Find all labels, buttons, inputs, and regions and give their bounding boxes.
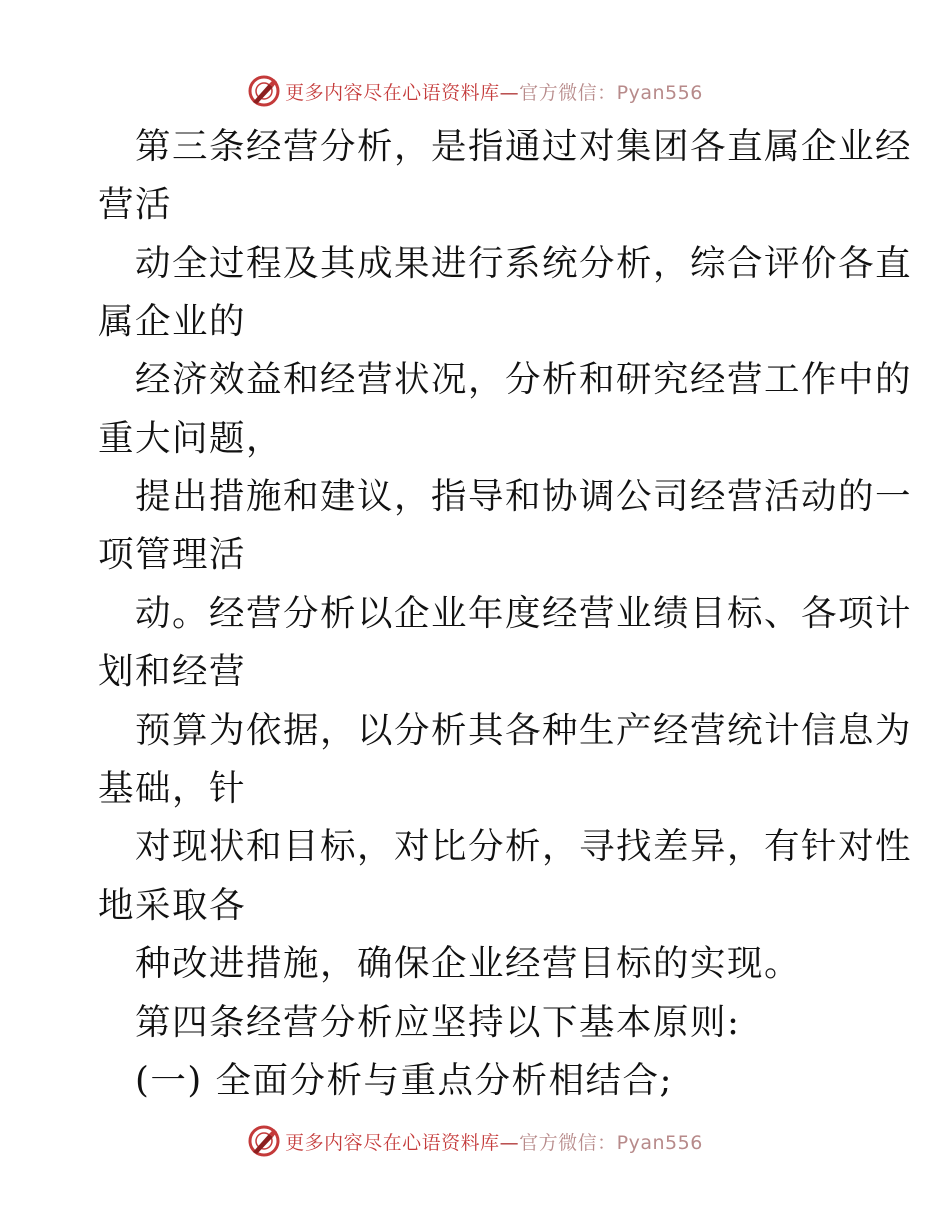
watermark-separator: — [499, 81, 520, 104]
watermark-text [285, 1128, 703, 1155]
pen-logo-icon [247, 1124, 281, 1158]
text-line: 种改进措施，确保企业经营目标的实现。 [135, 943, 802, 984]
watermark-main: 更多内容尽在心语资料库 [285, 1131, 500, 1154]
text-line: 经济效益和经营状况，分析和研究经营工作中的 [135, 359, 913, 400]
watermark-main: 更多内容尽在心语资料库 [285, 81, 500, 104]
text-line: 第三条经营分析，是指通过对集团各直属企业经 [135, 126, 913, 167]
text-line: 划和经营 [98, 651, 247, 692]
watermark-suffix: 官方微信：Pyan556 [519, 1131, 703, 1154]
watermark-text [285, 78, 703, 105]
text-line: 属企业的 [98, 301, 247, 342]
text-line: 提出措施和建议，指导和协调公司经营活动的一 [135, 476, 913, 517]
header-watermark [0, 71, 950, 111]
text-line: 地采取各 [98, 885, 247, 926]
footer-watermark [0, 1121, 950, 1161]
text-line: 对现状和目标，对比分析，寻找差异，有针对性 [135, 826, 913, 867]
text-line: (一) 全面分析与重点分析相结合; [135, 1060, 673, 1101]
text-line: 营活 [98, 184, 173, 225]
text-line: 动。经营分析以企业年度经营业绩目标、各项计 [135, 593, 913, 634]
watermark-separator: — [499, 1131, 520, 1154]
text-line: 基础，针 [98, 768, 247, 809]
text-line: 第四条经营分析应坚持以下基本原则: [135, 1002, 741, 1043]
text-line: 重大问题， [98, 418, 284, 459]
text-line: 项管理活 [98, 534, 247, 575]
text-line: 动全过程及其成果进行系统分析，综合评价各直 [135, 243, 913, 284]
pen-logo-icon [247, 74, 281, 108]
text-line: 预算为依据，以分析其各种生产经营统计信息为 [135, 710, 913, 751]
watermark-suffix: 官方微信：Pyan556 [519, 81, 703, 104]
